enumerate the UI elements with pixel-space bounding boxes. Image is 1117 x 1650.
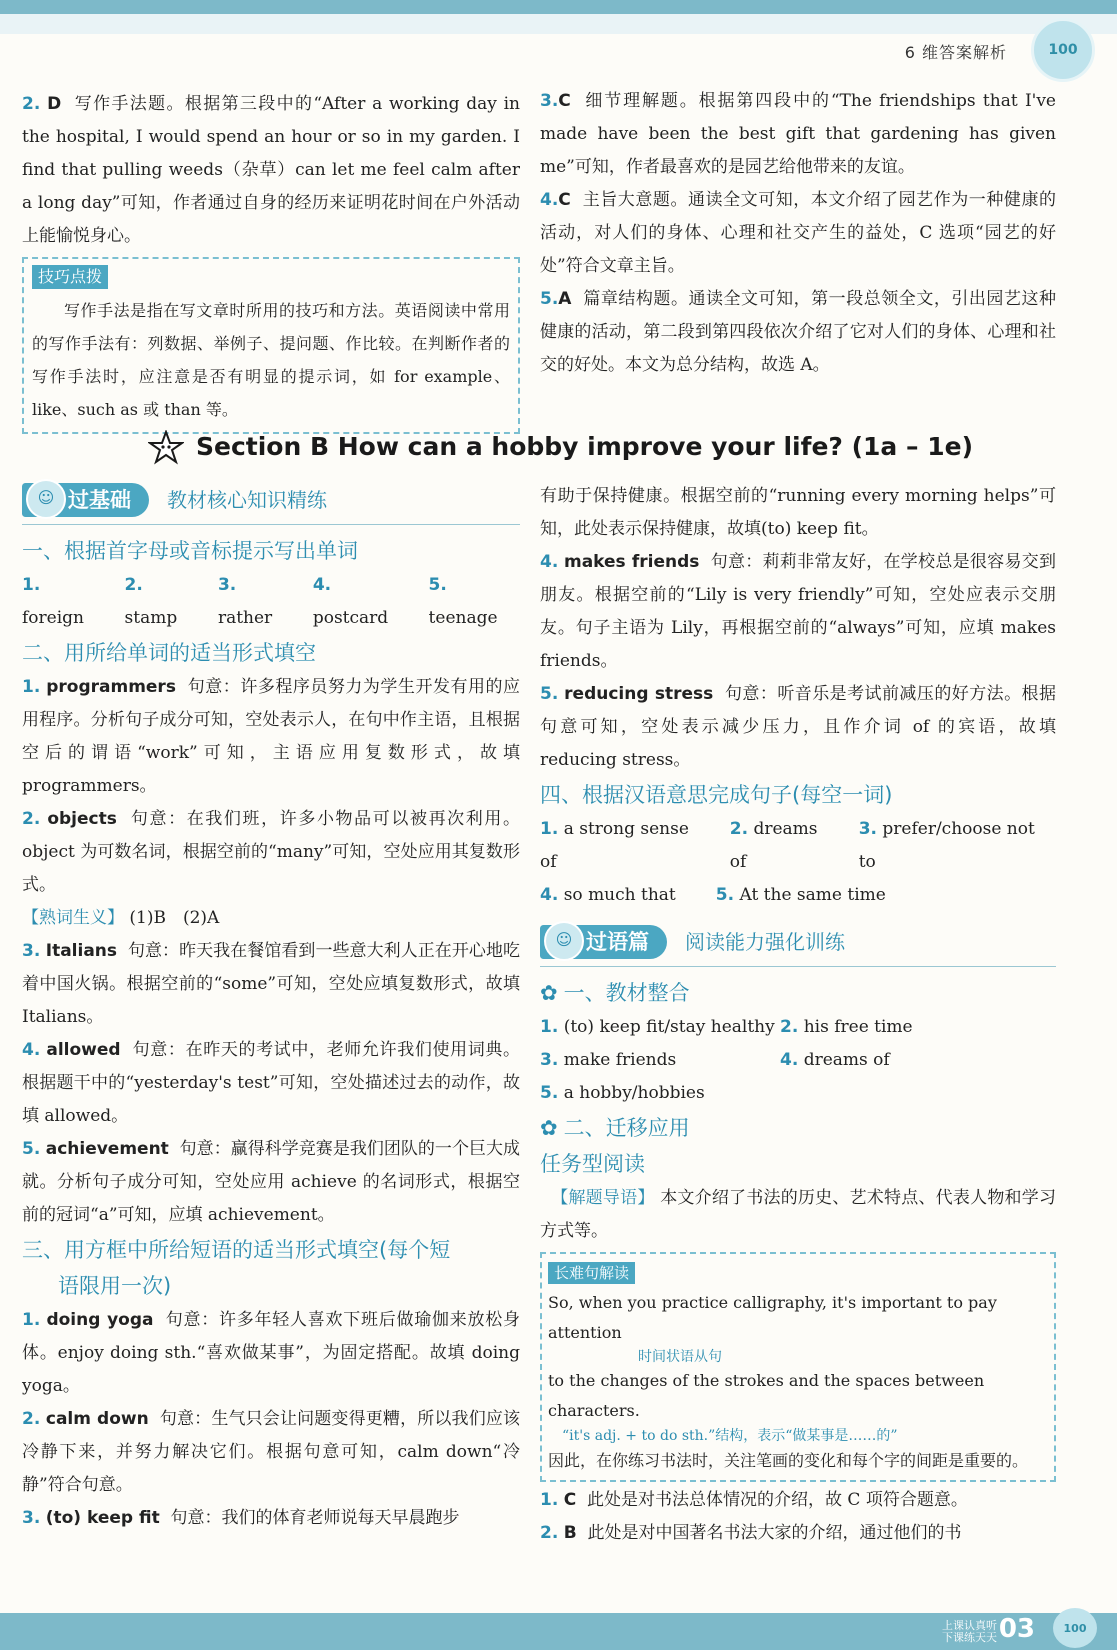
item-number: 2. xyxy=(540,1523,559,1543)
top-bar xyxy=(0,0,1117,14)
answer-item xyxy=(540,678,1056,777)
answer-item xyxy=(218,569,295,635)
answer-item xyxy=(22,1304,520,1403)
part4-heading: 四、根据汉语意思完成句子(每空一词) xyxy=(540,783,893,807)
lower-right-column xyxy=(540,480,1056,1550)
tip-label: 技巧点拨 xyxy=(32,265,108,289)
item-number: 1. xyxy=(540,1017,559,1037)
item-answer: a hobby/hobbies xyxy=(563,1083,705,1103)
guide-label: 【解题导语】 xyxy=(551,1188,655,1208)
item-explanation: 句意：许多程序员努力为学生开发有用的应用程序。分析句子成分可知，空处表示人，在句中作主语，且根据空后的谓语“work”可知，主语应用复数形式，故填 programmers。 xyxy=(22,677,521,796)
banner-tag-text: 过基础 xyxy=(68,488,131,512)
mascot-icon: ☺ xyxy=(26,479,66,519)
box-label: 长难句解读 xyxy=(548,1262,635,1284)
answer-item xyxy=(716,879,886,912)
lower-left-column xyxy=(22,476,520,1535)
divider xyxy=(540,966,1056,967)
answer-item xyxy=(540,1517,1056,1550)
item-answer: Italians xyxy=(45,941,118,961)
mascot-icon: ☺ xyxy=(544,921,584,961)
answer-item xyxy=(540,879,676,912)
sub2-heading-text: 二、迁移应用 xyxy=(563,1116,690,1140)
answer-item xyxy=(540,1044,780,1077)
item-explanation: 句意：莉莉非常友好，在学校总是很容易交到朋友。根据空前的“Lily is very friendly”可知，空处应表示交朋友。句子主语为 Lily，再根据空前的“always”可知，应填 makes friends。 xyxy=(540,552,1056,671)
footer-slogan-1: 上课认真听 xyxy=(942,1619,997,1632)
item-number: 3. xyxy=(540,91,559,111)
item-number: 3. xyxy=(858,819,877,839)
header-title: 6 维答案解析 xyxy=(904,43,1007,62)
item-explanation: 句意：在我们班，许多小物品可以被再次利用。object 为可数名词，根据空前的“many”可知，空处应用其复数形式。 xyxy=(22,809,521,895)
answer-item xyxy=(22,935,520,1034)
answer-item xyxy=(540,85,1056,184)
banner-subtitle: 教材核心知识精练 xyxy=(167,487,327,512)
answer-item xyxy=(22,803,520,902)
item-number: 1. xyxy=(22,1310,41,1330)
part3-heading: 三、用方框中所给短语的适当形式填空(每个短 xyxy=(22,1238,451,1262)
item-answer: achievement xyxy=(45,1139,169,1159)
answer-item xyxy=(22,88,520,253)
item-explanation: 写作手法题。根据第三段中的“After a working day in the hospital, I would spend an hour or so in my garden. I find that pulling weeds（杂草）can let me feel calm after a long day”可知，作者通过自身的经历来证明花时间在户外活动上能愉悦身心。 xyxy=(22,94,521,246)
item-answer: calm down xyxy=(45,1409,149,1429)
box-en2: to the changes of the strokes and the spaces between characters. xyxy=(548,1371,985,1420)
answer-item xyxy=(540,283,1056,382)
item-number: 4. xyxy=(540,190,559,210)
answer-item xyxy=(429,569,520,635)
item-number: 2. xyxy=(729,819,749,839)
item-explanation: 此处是对书法总体情况的介绍，故 C 项符合题意。 xyxy=(587,1490,968,1510)
tip-box xyxy=(22,257,520,434)
box-note1: 时间状语从句 xyxy=(638,1349,722,1365)
part2-heading: 二、用所给单词的适当形式填空 xyxy=(22,641,316,665)
item-number: 5. xyxy=(540,289,559,309)
divider xyxy=(22,524,520,525)
guide xyxy=(540,1182,1056,1248)
tip-text: 写作手法是指在写文章时所用的技巧和方法。英语阅读中常用的写作手法有：列数据、举例子、提问题、作比较。在判断作者的写作手法时，应注意是否有明显的提示词，如 for example、like、such as 或 than 等。 xyxy=(32,301,510,419)
item-explanation: 句意：昨天我在餐馆看到一些意大利人正在开心地吃着中国火锅。根据空前的“some”可知，空处应填复数形式，故填 Italians。 xyxy=(22,941,520,1027)
banner-reading xyxy=(540,922,1056,962)
brand-logo-icon: 100 xyxy=(1031,18,1095,82)
item-explanation: 主旨大意题。通读全文可知，本文介绍了园艺作为一种健康的活动，对人们的身体、心理和社交产生的益处，C 选项“园艺的好处”符合文章主旨。 xyxy=(540,190,1057,276)
item-number: 4. xyxy=(540,552,559,572)
page-number: 03 xyxy=(998,1614,1035,1644)
long-sentence-box xyxy=(540,1252,1056,1482)
part4-row1 xyxy=(540,813,1056,879)
sub1-heading xyxy=(540,975,1056,1011)
item-answer: (to) keep fit/stay healthy xyxy=(563,1017,775,1037)
item-answer: doing yoga xyxy=(46,1310,154,1330)
item-explanation: 句意：听音乐是考试前减压的好方法。根据句意可知，空处表示减少压力，且作介词 of 的宾语，故填 reducing stress。 xyxy=(540,684,1056,770)
item-number: 2. xyxy=(22,1409,41,1429)
answer-item xyxy=(22,1133,520,1232)
top-bar-light xyxy=(0,14,1117,34)
guide-text: 本文介绍了书法的历史、艺术特点、代表人物和学习方式等。 xyxy=(540,1188,1056,1241)
answer-item xyxy=(540,813,710,879)
task-heading: 任务型阅读 xyxy=(540,1152,645,1176)
answer-item xyxy=(540,1011,780,1044)
item-number: 5. xyxy=(540,1083,559,1103)
item-number: 5. xyxy=(428,575,447,595)
item-number: 4. xyxy=(312,575,332,595)
answer-item xyxy=(780,1011,1020,1044)
item-number: 4. xyxy=(22,1040,41,1060)
banner-tag xyxy=(540,925,667,959)
item-number: 3. xyxy=(22,941,41,961)
item-answer: reducing stress xyxy=(564,684,714,704)
item-answer: make friends xyxy=(563,1050,677,1070)
answer-item xyxy=(540,1484,1056,1517)
top-left-column xyxy=(22,88,520,434)
item-number: 3. xyxy=(540,1050,559,1070)
item-explanation: 此处是对中国著名书法大家的介绍，通过他们的书 xyxy=(587,1523,962,1543)
shuci-label: 【熟词生义】 xyxy=(22,908,124,928)
banner-basic xyxy=(22,480,520,520)
answer-item xyxy=(540,546,1056,678)
continued-text: 有助于保持健康。根据空前的“running every morning helps”可知，此处表示保持健康，故填(to) keep fit。 xyxy=(540,486,1056,539)
item-answer: makes friends xyxy=(563,552,700,572)
item-number: 5. xyxy=(715,885,735,905)
part1-answers xyxy=(22,569,520,635)
item-answer: teenage xyxy=(428,608,498,628)
part4-row2 xyxy=(540,879,1056,912)
footer-slogan xyxy=(942,1620,997,1644)
item-answer: (to) keep fit xyxy=(45,1508,160,1528)
footer-logo-icon: 100 xyxy=(1053,1608,1097,1648)
item-explanation: 细节理解题。根据第四段中的“The friendships that I've made have been the best gift that gardening has given me”可知，作者最喜欢的是园艺给他带来的友谊。 xyxy=(540,91,1056,177)
item-number: 5. xyxy=(540,684,559,704)
item-answer: a strong sense of xyxy=(540,819,689,872)
shuci-answer: (1)B (2)A xyxy=(129,908,220,928)
item-number: 1. xyxy=(540,819,559,839)
answer-item xyxy=(859,813,1056,879)
section-title: Section B How can a hobby improve your life? (1a – 1e) xyxy=(196,432,973,461)
answer-item xyxy=(125,569,200,635)
part3-heading-cont: 语限用一次) xyxy=(58,1274,172,1298)
item-number: 1. xyxy=(22,575,41,595)
item-number: 2. xyxy=(22,94,41,114)
item-answer: programmers xyxy=(46,677,176,697)
item-answer: At the same time xyxy=(739,885,886,905)
item-number: 1. xyxy=(22,677,41,697)
answer-item xyxy=(540,184,1056,283)
item-answer: A xyxy=(558,289,572,309)
footer-slogan-2: 下课练天天 xyxy=(942,1631,997,1644)
answer-item xyxy=(22,1403,520,1502)
item-answer: stamp xyxy=(124,608,178,628)
item-answer: C xyxy=(558,91,571,111)
box-note2: “it's adj. + to do sth.”结构，表示“做某事是……的” xyxy=(562,1428,898,1444)
answer-item xyxy=(22,1034,520,1133)
box-en1: So, when you practice calligraphy, it's important to pay attention xyxy=(548,1293,997,1342)
item-number: 4. xyxy=(780,1050,799,1070)
box-cn: 因此，在你练习书法时，关注笔画的变化和每个字的间距是重要的。 xyxy=(548,1451,1029,1470)
item-answer: postcard xyxy=(312,608,389,628)
item-explanation: 句意：生气只会让问题变得更糟，所以我们应该冷静下来，并努力解决它们。根据句意可知，calm down“冷静”符合句意。 xyxy=(22,1409,521,1495)
sub2-heading xyxy=(540,1110,1056,1146)
item-number: 2. xyxy=(780,1017,799,1037)
item-answer: prefer/choose not to xyxy=(858,819,1035,872)
answer-item xyxy=(780,1044,1020,1077)
item-answer: his free time xyxy=(803,1017,913,1037)
shuci-row xyxy=(22,902,520,935)
item-answer: dreams of xyxy=(803,1050,890,1070)
item-answer: rather xyxy=(217,608,273,628)
item-answer: objects xyxy=(47,809,117,829)
item-explanation: 句意：赢得科学竞赛是我们团队的一个巨大成就。分析句子成分可知，空处应用 achieve 的名词形式，根据空前的冠词“a”可知，应填 achievement。 xyxy=(22,1139,520,1225)
item-answer: foreign xyxy=(22,608,84,628)
banner-tag xyxy=(22,483,149,517)
answer-item xyxy=(22,671,520,803)
item-number: 2. xyxy=(124,575,143,595)
banner-subtitle: 阅读能力强化训练 xyxy=(685,929,845,954)
item-answer: C xyxy=(558,190,571,210)
item-answer: allowed xyxy=(46,1040,121,1060)
sub1-heading-text: 一、教材整合 xyxy=(563,981,690,1005)
banner-tag-text: 过语篇 xyxy=(586,930,649,954)
item-number: 5. xyxy=(22,1139,41,1159)
item-explanation: 句意：我们的体育老师说每天早晨跑步 xyxy=(170,1508,460,1528)
answer-item xyxy=(730,813,839,879)
flower-icon xyxy=(148,430,184,466)
item-number: 2. xyxy=(22,809,41,829)
item-number: 1. xyxy=(540,1490,559,1510)
sub1-answers xyxy=(540,1011,1056,1110)
top-right-column xyxy=(540,85,1056,382)
item-explanation: 篇章结构题。通读全文可知，第一段总领全文，引出园艺这种健康的活动，第二段到第四段依次介绍了它对人们的身体、心理和社交的好处。本文为总分结构，故选 A。 xyxy=(540,289,1056,375)
item-answer: dreams of xyxy=(729,819,818,872)
answer-item xyxy=(22,1502,520,1535)
item-explanation: 句意：许多年轻人喜欢下班后做瑜伽来放松身体。enjoy doing sth.“喜欢做某事”，为固定搭配。故填 doing yoga。 xyxy=(22,1310,520,1396)
item-answer: D xyxy=(47,94,62,114)
flower-icon: ✿ xyxy=(540,981,558,1005)
item-answer: C xyxy=(563,1490,577,1510)
item-answer: so much that xyxy=(563,885,676,905)
flower-icon: ✿ xyxy=(540,1116,558,1140)
item-number: 3. xyxy=(217,575,237,595)
answer-item xyxy=(22,569,107,635)
answer-item xyxy=(313,569,411,635)
item-number: 4. xyxy=(540,885,559,905)
item-explanation: 句意：在昨天的考试中，老师允许我们使用词典。根据题干中的“yesterday's test”可知，空处描述过去的动作，故填 allowed。 xyxy=(22,1040,521,1126)
answer-item xyxy=(540,1077,780,1110)
item-answer: B xyxy=(563,1523,577,1543)
item-number: 3. xyxy=(22,1508,41,1528)
part1-heading: 一、根据首字母或音标提示写出单词 xyxy=(22,539,358,563)
